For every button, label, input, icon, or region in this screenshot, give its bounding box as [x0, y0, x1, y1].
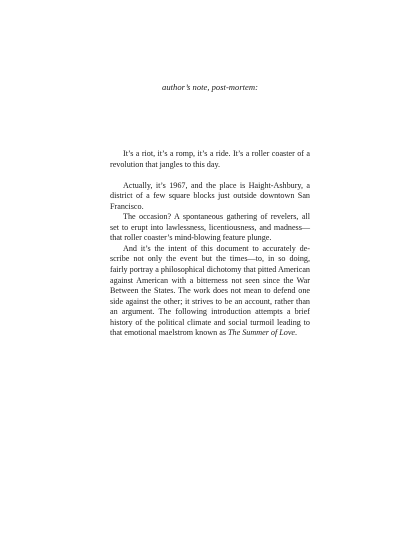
paragraph-4-end: .	[295, 328, 298, 338]
paragraph-4-text: And it’s the intent of this document to accurately describe not only the event but the times—to, in so doing, fairly portray a philosophical dichotomy that pitted American against American with a bitterness not seen since the War Between the States. The work does not mean to defend one side against the other; it strives to be an account, rather than an argument. The following introduction attempts a brief history of the political climate and social turmoil leading to that emotional maelstrom known as	[110, 243, 310, 338]
section-heading: author’s note, post-mortem:	[162, 82, 258, 92]
paragraph-2: Actually, it’s 1967, and the place is Haight-Ashbury, a district of a few square blocks just outside downtown San Francisco.	[110, 180, 310, 211]
paragraph-1: It’s a riot, it’s a romp, it’s a ride. It’s a roller coaster of a revolution that jangles to this day.	[110, 149, 310, 169]
book-title: The Summer of Love	[228, 328, 296, 338]
body-text	[110, 149, 310, 339]
paragraph-3: The occasion? A spontaneous gathering of revelers, all set to erupt into lawlessness, licentiousness, and madness—that roller coaster’s mind-blowing feature plunge.	[110, 212, 310, 243]
paragraph-4	[110, 244, 310, 339]
